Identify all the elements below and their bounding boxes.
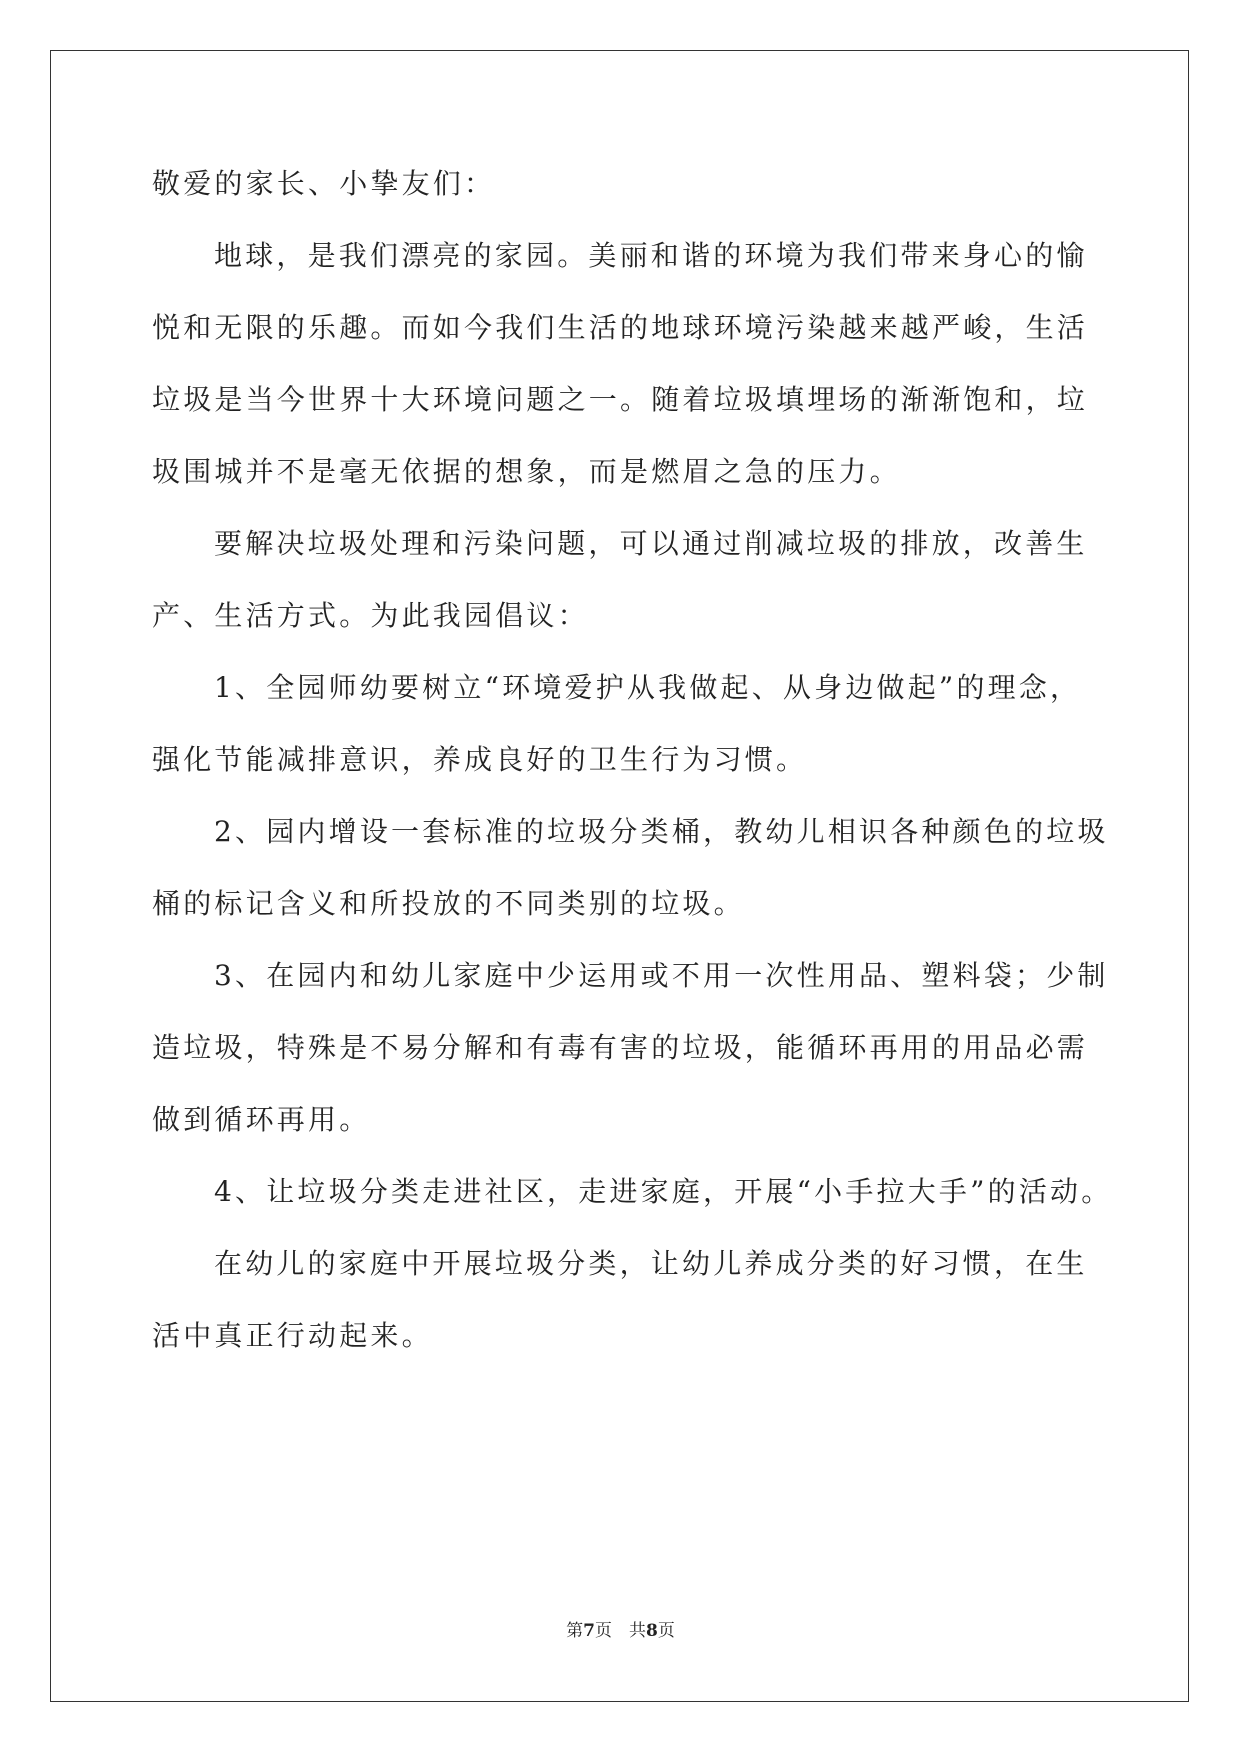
text-line: 1、全园师幼要树立“环境爱护从我做起、从身边做起”的理念， bbox=[214, 671, 1082, 704]
text-line: 4、让垃圾分类走进社区，走进家庭，开展“小手拉大手”的活动。 bbox=[214, 1175, 1113, 1208]
current-page-number: 7 bbox=[583, 1621, 595, 1641]
text-line: 桶的标记含义和所投放的不同类别的垃圾。 bbox=[152, 887, 745, 920]
text-line: 圾围城并不是毫无依据的想象，而是燃眉之急的压力。 bbox=[152, 455, 901, 488]
text-line: 强化节能减排意识，养成良好的卫生行为习惯。 bbox=[152, 743, 808, 776]
text-line: 垃圾是当今世界十大环境问题之一。随着垃圾填埋场的渐渐饱和，垃 bbox=[152, 383, 1089, 416]
footer-middle: 页 共 bbox=[595, 1621, 646, 1641]
text-line: 要解决垃圾处理和污染问题，可以通过削减垃圾的排放，改善生 bbox=[214, 527, 1088, 560]
footer-suffix: 页 bbox=[657, 1621, 675, 1641]
text-line: 2、园内增设一套标准的垃圾分类桶，教幼儿相识各种颜色的垃圾 bbox=[214, 815, 1109, 848]
text-line: 在幼儿的家庭中开展垃圾分类，让幼儿养成分类的好习惯，在生 bbox=[214, 1247, 1088, 1280]
text-line: 活中真正行动起来。 bbox=[152, 1319, 433, 1352]
page-footer bbox=[0, 1620, 1241, 1642]
text-line: 地球，是我们漂亮的家园。美丽和谐的环境为我们带来身心的愉 bbox=[214, 239, 1088, 272]
text-line: 敬爱的家长、小挚友们： bbox=[152, 167, 496, 200]
text-line: 3、在园内和幼儿家庭中少运用或不用一次性用品、塑料袋；少制 bbox=[214, 959, 1109, 992]
footer-prefix: 第 bbox=[566, 1621, 584, 1641]
text-line: 做到循环再用。 bbox=[152, 1103, 371, 1136]
total-pages-number: 8 bbox=[646, 1621, 658, 1641]
text-line: 产、生活方式。为此我园倡议： bbox=[152, 599, 589, 632]
text-line: 造垃圾，特殊是不易分解和有毒有害的垃圾，能循环再用的用品必需 bbox=[152, 1031, 1089, 1064]
page-frame bbox=[50, 50, 1189, 1702]
text-line: 悦和无限的乐趣。而如今我们生活的地球环境污染越来越严峻，生活 bbox=[152, 311, 1089, 344]
